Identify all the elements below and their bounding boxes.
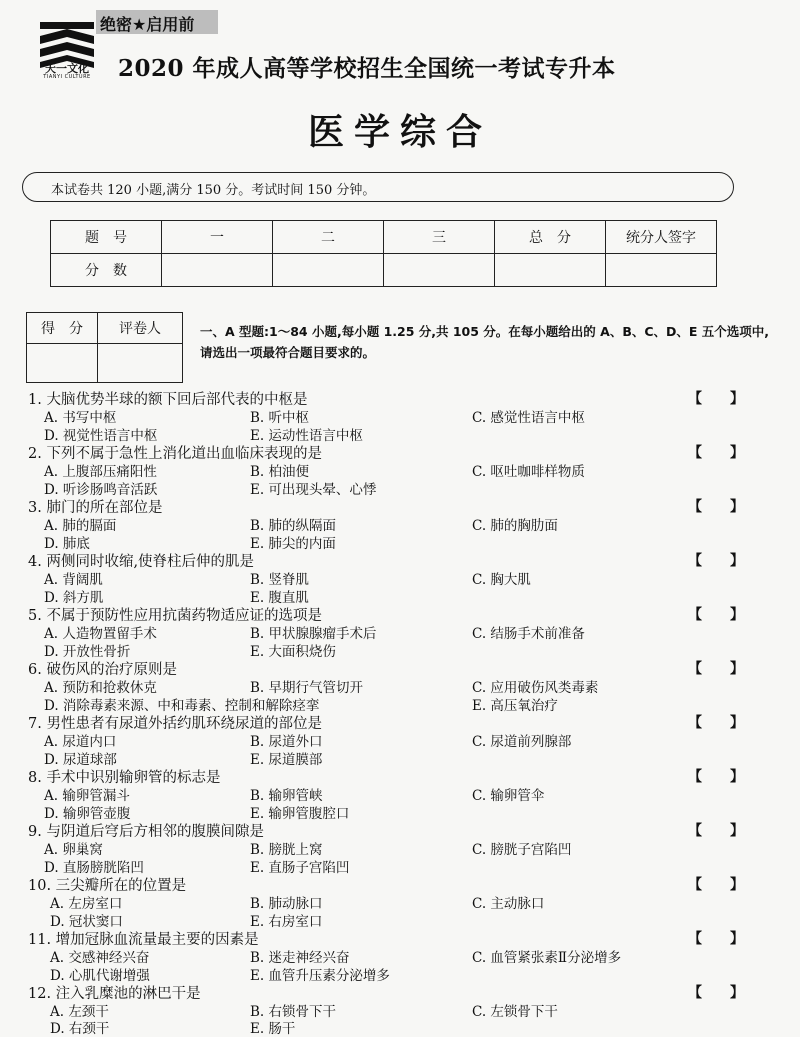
answer-bracket[interactable]: 【 】 [688,877,744,893]
option-c: C. 主动脉口 [472,896,545,912]
option-e: E. 肺尖的内面 [250,536,336,552]
question-stem: 9. 与阴道后穹后方相邻的腹膜间隙是 [28,824,264,840]
exam-notice [22,172,734,202]
secret-label: 绝密★启用前 [100,15,195,34]
option-a: A. 人造物置留手术 [44,626,157,642]
logo-subtext: TIANYI CULTURE [43,74,91,80]
answer-bracket[interactable]: 【 】 [688,715,744,731]
option-b: B. 迷走神经兴奋 [250,950,350,966]
option-b: B. 膀胱上窝 [250,842,323,858]
option-b: B. 肺动脉口 [250,896,323,912]
option-c: C. 左锁骨下干 [472,1004,558,1020]
answer-bracket[interactable]: 【 】 [688,391,744,407]
option-c: C. 尿道前列腺部 [472,734,572,750]
option-c: C. 感觉性语言中枢 [472,410,585,426]
option-a: A. 书写中枢 [44,410,117,426]
score-cell [273,254,384,287]
option-e: E. 尿道膜部 [250,752,323,768]
answer-bracket[interactable]: 【 】 [688,499,744,515]
option-b: B. 输卵管峡 [250,788,323,804]
section-instruction: 一、A 型题:1～84 小题,每小题 1.25 分,共 105 分。在每小题给出的 A、B、C、D、E 五个选项中,请选出一项最符合题目要求的。 [200,324,770,360]
option-d: D. 心肌代谢增强 [50,968,150,984]
answer-bracket[interactable]: 【 】 [688,769,744,785]
option-b: B. 竖脊肌 [250,572,310,588]
notice-text: 本试卷共 120 小题,满分 150 分。考试时间 150 分钟。 [51,183,376,198]
option-d: D. 直肠膀胱陷凹 [44,860,144,876]
option-d: D. 右颈干 [50,1021,110,1037]
header-cell: 总 分 [495,221,606,254]
option-c: C. 胸大肌 [472,572,531,588]
option-a: A. 左颈干 [50,1004,109,1020]
grader-cell [98,344,183,383]
question-stem: 12. 注入乳糜池的淋巴干是 [28,986,201,1002]
row-label: 分 数 [51,254,162,287]
option-b: B. 右锁骨下干 [250,1004,337,1020]
option-a: A. 上腹部压痛阳性 [44,464,157,480]
score-cell [162,254,273,287]
option-e: E. 右房室口 [250,914,323,930]
score-cell [27,344,98,383]
grader-label: 评卷人 [98,313,183,344]
score-cell [495,254,606,287]
option-c: C. 结肠手术前准备 [472,626,585,642]
question-stem: 2. 下列不属于急性上消化道出血临床表现的是 [28,446,322,462]
score-cell [384,254,495,287]
option-a: A. 输卵管漏斗 [44,788,130,804]
option-e: E. 输卵管腹腔口 [250,806,350,822]
option-d: D. 消除毒素来源、中和毒素、控制和解除痉挛 [44,698,320,714]
question-stem: 8. 手术中识别输卵管的标志是 [28,770,221,786]
answer-bracket[interactable]: 【 】 [688,823,744,839]
question-stem: 3. 肺门的所在部位是 [28,500,163,516]
question-stem: 6. 破伤风的治疗原则是 [28,662,177,678]
option-a: A. 预防和抢救休克 [44,680,157,696]
option-e: E. 可出现头晕、心悸 [250,482,377,498]
question-stem: 1. 大脑优势半球的额下回后部代表的中枢是 [28,392,308,408]
option-d: D. 肺底 [44,536,90,552]
option-b: B. 肺的纵隔面 [250,518,337,534]
option-d: D. 视觉性语言中枢 [44,428,158,444]
question-stem: 10. 三尖瓣所在的位置是 [28,878,187,894]
answer-bracket[interactable]: 【 】 [688,607,744,623]
option-a: A. 卵巢窝 [44,842,103,858]
option-b: B. 听中枢 [250,410,310,426]
option-c: C. 呕吐咖啡样物质 [472,464,585,480]
option-c: C. 肺的胸肋面 [472,518,558,534]
option-a: A. 左房室口 [50,896,123,912]
option-d: D. 冠状窦口 [50,914,123,930]
option-b: B. 尿道外口 [250,734,323,750]
option-b: B. 甲状腺腺瘤手术后 [250,626,377,642]
option-c: C. 应用破伤风类毒素 [472,680,599,696]
option-a: A. 背阔肌 [44,572,103,588]
option-d: D. 输卵管壶腹 [44,806,131,822]
logo-text: 天一文化 [45,62,89,75]
option-d: D. 开放性骨折 [44,644,131,660]
header-cell: 三 [384,221,495,254]
option-c: C. 膀胱子宫陷凹 [472,842,572,858]
answer-bracket[interactable]: 【 】 [688,985,744,1001]
subject-title: 医学综合 [307,112,492,153]
exam-title: 2020 年成人高等学校招生全国统一考试专升本 [118,55,616,82]
header-cell: 统分人签字 [606,221,717,254]
question-stem: 5. 不属于预防性应用抗菌药物适应证的选项是 [28,608,322,624]
option-e: E. 肠干 [250,1021,296,1037]
option-e: E. 高压氧治疗 [472,698,558,714]
score-cell [606,254,717,287]
header-cell: 题 号 [51,221,162,254]
option-a: A. 肺的膈面 [44,518,117,534]
score-table [50,220,717,287]
answer-bracket[interactable]: 【 】 [688,661,744,677]
option-c: C. 输卵管伞 [472,788,545,804]
header-cell: 二 [273,221,384,254]
option-e: E. 血管升压素分泌增多 [250,968,390,984]
option-d: D. 听诊肠鸣音活跃 [44,482,158,498]
question-stem: 11. 增加冠脉血流量最主要的因素是 [28,932,259,948]
answer-bracket[interactable]: 【 】 [688,445,744,461]
header-cell: 一 [162,221,273,254]
option-a: A. 尿道内口 [44,734,117,750]
question-stem: 7. 男性患者有尿道外括约肌环绕尿道的部位是 [28,716,322,732]
option-e: E. 大面积烧伤 [250,644,336,660]
option-d: D. 尿道球部 [44,752,117,768]
option-e: E. 直肠子宫陷凹 [250,860,350,876]
grader-table [26,312,183,383]
option-a: A. 交感神经兴奋 [50,950,150,966]
option-e: E. 运动性语言中枢 [250,428,363,444]
option-b: B. 柏油便 [250,464,310,480]
score-label: 得 分 [27,313,98,344]
answer-bracket[interactable]: 【 】 [688,931,744,947]
option-b: B. 早期行气管切开 [250,680,364,696]
option-e: E. 腹直肌 [250,590,309,606]
question-stem: 4. 两侧同时收缩,使脊柱后伸的肌是 [28,554,255,570]
answer-bracket[interactable]: 【 】 [688,553,744,569]
option-d: D. 斜方肌 [44,590,104,606]
option-c: C. 血管紧张素Ⅱ分泌增多 [472,950,622,966]
